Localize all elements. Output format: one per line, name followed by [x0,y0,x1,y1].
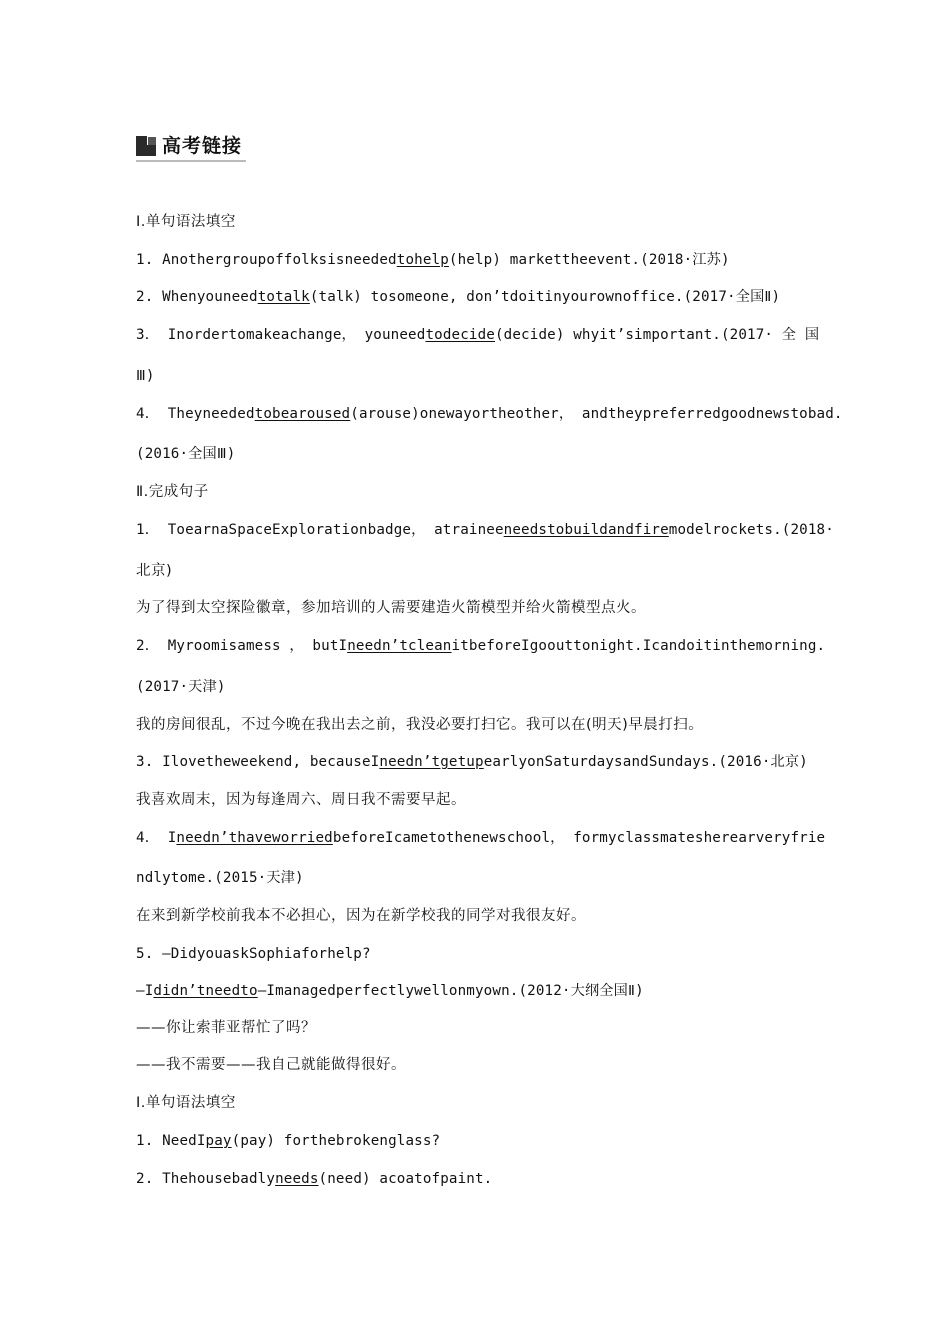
question-line: 2． Myroomisamess ， butIneedn’tcleanitbeforeIgoouttonight.Icandoitinthemorning. [136,638,826,654]
answer: needstobuildandfire [503,522,669,538]
answer: needn’tgetup [379,754,484,770]
question-line: 1. NeedIpay(pay) forthebrokenglass? [136,1133,441,1149]
answer: pay [205,1133,232,1149]
section-heading [136,133,246,163]
question-continuation: (2017·天津) [136,679,226,695]
question-line: 4． Theyneededtobearoused(arouse)onewayortheother， andtheypreferredgoodnewstobad. [136,406,843,422]
answer: needn’thaveworried [176,830,333,846]
question-continuation: Ⅲ) [136,368,155,384]
section-title: Ⅰ.单句语法填空 [136,214,236,230]
section-title: Ⅰ.单句语法填空 [136,1095,236,1111]
question-line: 3. Ilovetheweekend, becauseIneedn’tgetupearlyonSaturdaysandSundays.(2016·北京) [136,754,808,770]
question-line: —Ididn’tneedto—Imanagedperfectlywellonmyown.(2012·大纲全国Ⅱ) [136,983,644,999]
answer: didn’tneedto [153,983,258,999]
question-continuation: (2016·全国Ⅲ) [136,446,236,462]
question-continuation: ndlytome.(2015·天津) [136,870,304,886]
translation: 为了得到太空探险徽章，参加培训的人需要建造火箭模型并给火箭模型点火。 [136,600,646,616]
question-line: 3． Inordertomakeachange， youneedtodecide(decide) whyit’simportant.(2017· 全 国 [136,327,820,343]
question-line: 2. Whenyouneedtotalk(talk) tosomeone, don’tdoitinyourownoffice.(2017·全国Ⅱ) [136,289,781,305]
answer: tobearoused [254,406,351,422]
answer: needs [275,1171,319,1187]
translation: ——你让索菲亚帮忙了吗？ [136,1020,316,1036]
question-line: 1． ToearnaSpaceExplorationbadge， atraineeneedstobuildandfiremodelrockets.(2018· [136,522,834,538]
heading-title: 高考链接 [162,135,243,157]
translation: ——我不需要——我自己就能做得很好。 [136,1057,406,1073]
heading-underline [136,160,246,162]
question-line: 5. —DidyouaskSophiaforhelp? [136,946,371,962]
question-line: 4． Ineedn’thaveworriedbeforeIcametothenewschool， formyclassmatesherearveryfrie [136,830,826,846]
translation: 我喜欢周末，因为每逢周六、周日我不需要早起。 [136,792,466,808]
section-title: Ⅱ.完成句子 [136,484,209,500]
answer: tohelp [396,252,449,268]
answer: todecide [425,327,495,343]
question-line: 2. Thehousebadlyneeds(need) acoatofpaint. [136,1171,493,1187]
answer: totalk [257,289,310,305]
translation: 在来到新学校前我本不必担心，因为在新学校我的同学对我很友好。 [136,908,586,924]
question-line: 1. Anothergroupoffolksisneededtohelp(help) markettheevent.(2018·江苏) [136,252,730,268]
answer: needn’tclean [347,638,452,654]
translation: 我的房间很乱，不过今晚在我出去之前，我没必要打扫它。我可以在(明天)早晨打扫。 [136,717,704,733]
question-continuation: 北京) [136,563,173,579]
